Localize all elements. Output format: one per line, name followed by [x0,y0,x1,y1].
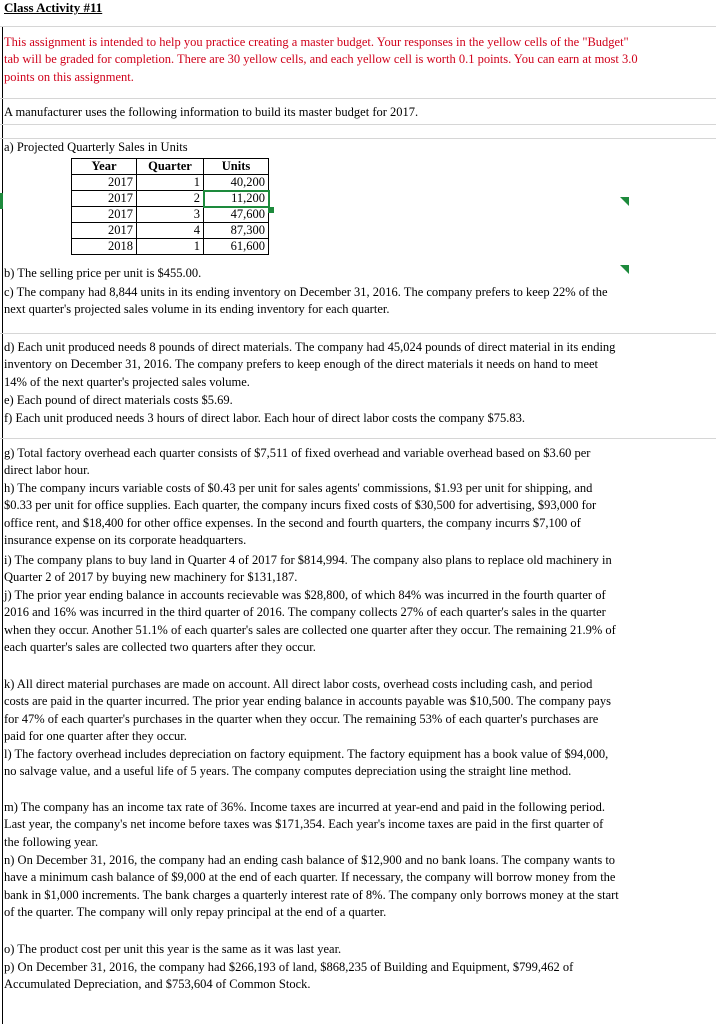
projected-sales-table [71,158,269,255]
table-row [72,239,269,255]
item-i[interactable]: i) The company plans to buy land in Quarter 4 of 2017 for $814,994. The company also plans to replace old machinery in Quarter 2 of 2017 by buying new machinery for $131,187. [4,553,612,585]
row-divider [0,124,716,125]
cell-year[interactable]: 2017 [72,175,137,191]
sheet-left-border [2,26,3,1024]
selected-cell-units[interactable]: 11,200 [204,191,269,207]
item-b[interactable]: b) The selling price per unit is $455.00. [4,266,202,280]
fill-handle[interactable] [268,207,274,213]
cell-units[interactable]: 47,600 [204,207,269,223]
item-c[interactable]: c) The company had 8,844 units in its ending inventory on December 31, 2016. The company prefers to keep 22% of the next quarter's projected sales volume in its ending inventory for each quarter. [4,285,608,317]
item-p[interactable]: p) On December 31, 2016, the company had $266,193 of land, $868,235 of Building and Equipment, $799,462 of Accumulated Depreciation, and $753,604 of Common Stock. [4,960,574,992]
cell-quarter[interactable]: 1 [137,175,204,191]
table-row [72,175,269,191]
item-e[interactable]: e) Each pound of direct materials costs $5.69. [4,393,233,407]
item-k[interactable]: k) All direct material purchases are made on account. All direct labor costs, overhead costs including cash, and period costs are paid in the quarter incurred. The prior year ending balance in accounts payable was $10,500. The company pays for 47% of each quarter's purchases in the quarter when they occur. The remaining 53% of each quarter's purchases are paid for one quarter after they occur. [4,677,611,744]
cell-units[interactable]: 61,600 [204,239,269,255]
cell-year[interactable]: 2017 [72,191,137,207]
header-year[interactable]: Year [72,159,137,175]
row-divider [0,438,716,439]
header-quarter[interactable]: Quarter [137,159,204,175]
row-divider [0,98,716,99]
item-m[interactable]: m) The company has an income tax rate of 36%. Income taxes are incurred at year-end and paid in the following period. Last year, the company's net income before taxes was $171,354. Each year's income taxes are paid in the first quarter of the following year. [4,800,606,849]
table-row [72,191,269,207]
comment-indicator-icon[interactable] [620,265,629,274]
table-row [72,207,269,223]
header-units[interactable]: Units [204,159,269,175]
item-f[interactable]: f) Each unit produced needs 3 hours of direct labor. Each hour of direct labor costs the company $75.83. [4,411,526,425]
cell-quarter[interactable]: 1 [137,239,204,255]
manufacturer-intro[interactable]: A manufacturer uses the following information to build its master budget for 2017. [4,105,419,119]
table-row [72,223,269,239]
assignment-instructions[interactable]: This assignment is intended to help you practice creating a master budget. Your responses in the yellow cells of the "Budget" tab will be graded for completion. There are 30 yellow cells, and each yellow cell is worth 0.1 points. You can earn at most 3.0 points on this assignment. [4,35,638,84]
item-o[interactable]: o) The product cost per unit this year is the same as it was last year. [4,942,342,956]
item-g[interactable]: g) Total factory overhead each quarter consists of $7,511 of fixed overhead and variable overhead based on $3.60 per direct labor hour. [4,446,591,478]
cell-year[interactable]: 2018 [72,239,137,255]
item-h[interactable]: h) The company incurs variable costs of $0.43 per unit for sales agents' commissions, $1.93 per unit for shipping, and $0.33 per unit for office supplies. Each quarter, the company incurs fixed costs of $30,500 for advertising, $93,000 for office rent, and $18,400 for other office expenses. In the second and fourth quarters, the company incurrs $7,100 of insurance expense on its corporate headquarters. [4,481,597,548]
cell-quarter[interactable]: 2 [137,191,204,207]
cell-units[interactable]: 40,200 [204,175,269,191]
row-divider [0,333,716,334]
item-l[interactable]: l) The factory overhead includes depreciation on factory equipment. The factory equipment has a book value of $94,000, no salvage value, and a useful life of 5 years. The company computes depreciation using the straight line method. [4,747,609,779]
table-header-row [72,159,269,175]
comment-indicator-icon[interactable] [620,197,629,206]
cell-quarter[interactable]: 4 [137,223,204,239]
item-d[interactable]: d) Each unit produced needs 8 pounds of direct materials. The company had 45,024 pounds of direct material in its ending inventory on December 31, 2016. The company prefers to keep enough of the direct materials it needs on hand to meet 14% of the next quarter's projected sales volume. [4,340,616,389]
item-j[interactable]: j) The prior year ending balance in accounts recievable was $28,800, of which 84% was incurred in the fourth quarter of 2016 and 16% was incurred in the third quarter of 2016. The company collects 27% of each quarter's sales in the quarter when they occur. Another 51.1% of each quarter's sales are collected one quarter after they occur. The remaining 21.9% of each quarter's sales are collected two quarters after they occur. [4,588,616,655]
selected-row-indicator [0,193,3,209]
cell-quarter[interactable]: 3 [137,207,204,223]
page-title: Class Activity #11 [4,0,103,15]
cell-year[interactable]: 2017 [72,207,137,223]
cell-year[interactable]: 2017 [72,223,137,239]
sales-table-title[interactable]: a) Projected Quarterly Sales in Units [4,140,188,154]
cell-units[interactable]: 87,300 [204,223,269,239]
row-divider [0,26,716,27]
item-n[interactable]: n) On December 31, 2016, the company had an ending cash balance of $12,900 and no bank loans. The company wants to have a minimum cash balance of $9,000 at the end of each quarter. If necessary, the company will borrow money from the bank in $1,000 increments. The bank charges a quarterly interest rate of 8%. The company only borrows money at the start of the quarter. The company will only repay principal at the end of a quarter. [4,853,619,920]
